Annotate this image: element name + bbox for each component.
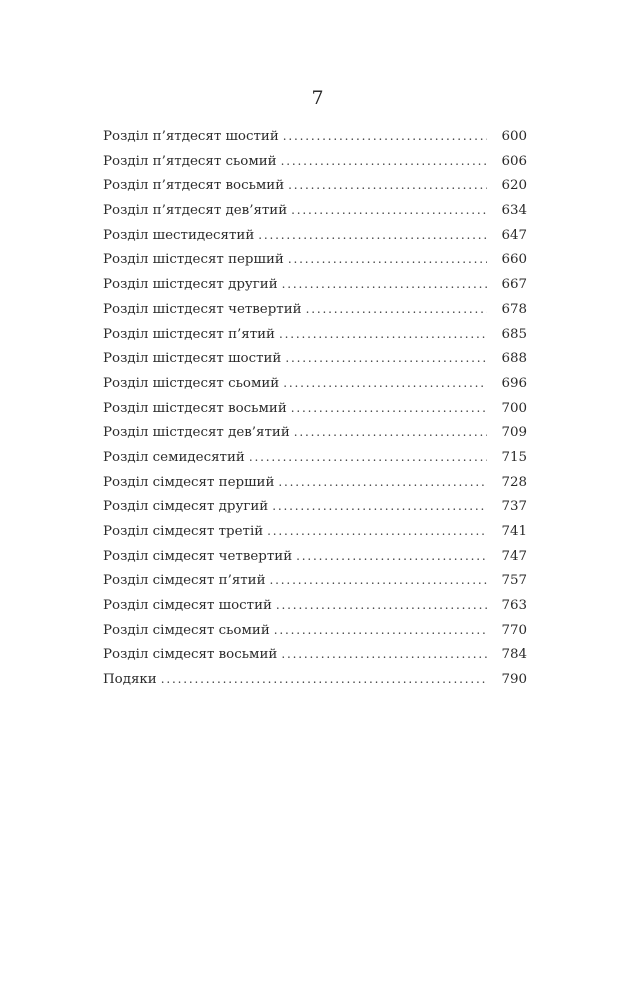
toc-dot-leader bbox=[267, 519, 487, 544]
toc-dot-leader bbox=[272, 494, 487, 519]
toc-entry-page: 709 bbox=[501, 425, 527, 441]
toc-entry-page: 790 bbox=[501, 672, 527, 688]
toc-entry-page: 678 bbox=[501, 301, 527, 317]
toc-entry bbox=[103, 519, 527, 544]
toc-entry-title: Розділ сімдесят другий bbox=[103, 499, 269, 515]
toc-entry-title: Розділ сімдесят третій bbox=[103, 524, 264, 539]
page-number: 7 bbox=[311, 87, 324, 109]
toc-entry bbox=[103, 642, 527, 667]
toc-entry bbox=[103, 445, 527, 470]
toc-entry-page: 696 bbox=[501, 375, 527, 391]
toc-dot-leader bbox=[278, 470, 487, 495]
toc-dot-leader bbox=[294, 420, 487, 445]
toc-entry bbox=[103, 420, 527, 445]
toc-dot-leader bbox=[291, 198, 487, 223]
toc-dot-leader bbox=[276, 593, 487, 618]
toc-dot-leader bbox=[288, 173, 487, 198]
toc-entry-title: Розділ семидесятий bbox=[103, 449, 245, 465]
toc-entry bbox=[103, 667, 527, 692]
toc-entry-page: 688 bbox=[501, 351, 527, 367]
toc-entry-page: 685 bbox=[501, 326, 527, 342]
toc-entry-page: 634 bbox=[501, 203, 527, 219]
toc-entry-page: 606 bbox=[501, 153, 527, 169]
toc-entry bbox=[103, 272, 527, 297]
toc-dot-leader bbox=[281, 642, 487, 667]
toc-entry bbox=[103, 247, 527, 272]
toc-dot-leader bbox=[274, 618, 487, 643]
toc-dot-leader bbox=[270, 568, 487, 593]
toc-entry-title: Розділ шестидесятий bbox=[103, 227, 255, 243]
toc-dot-leader bbox=[283, 124, 487, 149]
toc-entry bbox=[103, 396, 527, 421]
toc-entry bbox=[103, 618, 527, 643]
toc-dot-leader bbox=[306, 297, 487, 322]
toc-entry-title: Розділ сімдесят восьмий bbox=[103, 647, 278, 663]
toc-entry-title: Розділ сімдесят четвертий bbox=[103, 548, 293, 564]
toc-dot-leader bbox=[249, 445, 487, 470]
toc-dot-leader bbox=[281, 149, 487, 174]
toc-entry-title: Розділ сімдесят сьомий bbox=[103, 622, 270, 638]
toc-entry-title: Розділ п’ятдесят сьомий bbox=[103, 153, 277, 169]
toc-entry-page: 770 bbox=[501, 622, 527, 638]
toc-entry bbox=[103, 124, 527, 149]
toc-entry-page: 741 bbox=[501, 524, 527, 539]
toc-dot-leader bbox=[282, 272, 487, 297]
toc-entry bbox=[103, 198, 527, 223]
toc-entry-title: Розділ шістдесят дев’ятий bbox=[103, 425, 290, 441]
toc-entry-title: Розділ сімдесят п’ятий bbox=[103, 573, 266, 589]
toc-entry-page: 660 bbox=[501, 252, 527, 268]
toc-entry-title: Розділ шістдесят восьмий bbox=[103, 400, 287, 416]
toc-entry bbox=[103, 173, 527, 198]
toc-entry bbox=[103, 371, 527, 396]
toc-entry-title: Розділ шістдесят четвертий bbox=[103, 301, 302, 317]
toc-entry-title: Подяки bbox=[103, 672, 157, 688]
toc-dot-leader bbox=[285, 346, 487, 371]
toc-entry-page: 647 bbox=[501, 227, 527, 243]
toc-dot-leader bbox=[161, 667, 487, 692]
toc-entry-title: Розділ шістдесят шостий bbox=[103, 351, 282, 367]
toc-entry bbox=[103, 149, 527, 174]
toc-entry-title: Розділ п’ятдесят дев’ятий bbox=[103, 203, 288, 219]
toc-entry-page: 600 bbox=[501, 129, 527, 144]
toc-dot-leader bbox=[283, 371, 487, 396]
toc-entry-page: 737 bbox=[501, 499, 527, 515]
toc-entry-page: 700 bbox=[501, 400, 527, 416]
toc-entry-title: Розділ шістдесят сьомий bbox=[103, 375, 280, 391]
toc-entry-title: Розділ сімдесят шостий bbox=[103, 598, 272, 614]
toc-entry-page: 667 bbox=[501, 277, 527, 293]
toc-entry bbox=[103, 544, 527, 569]
toc-entry-page: 784 bbox=[501, 647, 527, 663]
toc-entry-title: Розділ п’ятдесят восьмий bbox=[103, 178, 285, 194]
toc-entry bbox=[103, 322, 527, 347]
toc-entry-page: 763 bbox=[501, 598, 527, 614]
toc-dot-leader bbox=[258, 223, 487, 248]
toc-entry-page: 620 bbox=[501, 178, 527, 194]
toc-dot-leader bbox=[291, 396, 487, 421]
toc-entry bbox=[103, 470, 527, 495]
toc-entry-title: Розділ сімдесят перший bbox=[103, 474, 275, 490]
toc-entry-page: 757 bbox=[501, 573, 527, 589]
toc-entry-title: Розділ шістдесят перший bbox=[103, 252, 284, 268]
toc-entry bbox=[103, 568, 527, 593]
toc-entry bbox=[103, 593, 527, 618]
toc-entry-title: Розділ п’ятдесят шостий bbox=[103, 129, 279, 144]
toc-entry bbox=[103, 494, 527, 519]
toc-entry-page: 747 bbox=[501, 548, 527, 564]
toc-dot-leader bbox=[288, 247, 487, 272]
toc-entry bbox=[103, 297, 527, 322]
toc-entry-title: Розділ шістдесят п’ятий bbox=[103, 326, 275, 342]
toc-entry-title: Розділ шістдесят другий bbox=[103, 277, 278, 293]
toc-dot-leader bbox=[279, 322, 487, 347]
toc-entry-page: 715 bbox=[501, 449, 527, 465]
toc-entry bbox=[103, 346, 527, 371]
toc-entry bbox=[103, 223, 527, 248]
toc-entry-page: 728 bbox=[501, 474, 527, 490]
toc-dot-leader bbox=[296, 544, 487, 569]
table-of-contents bbox=[103, 124, 527, 692]
